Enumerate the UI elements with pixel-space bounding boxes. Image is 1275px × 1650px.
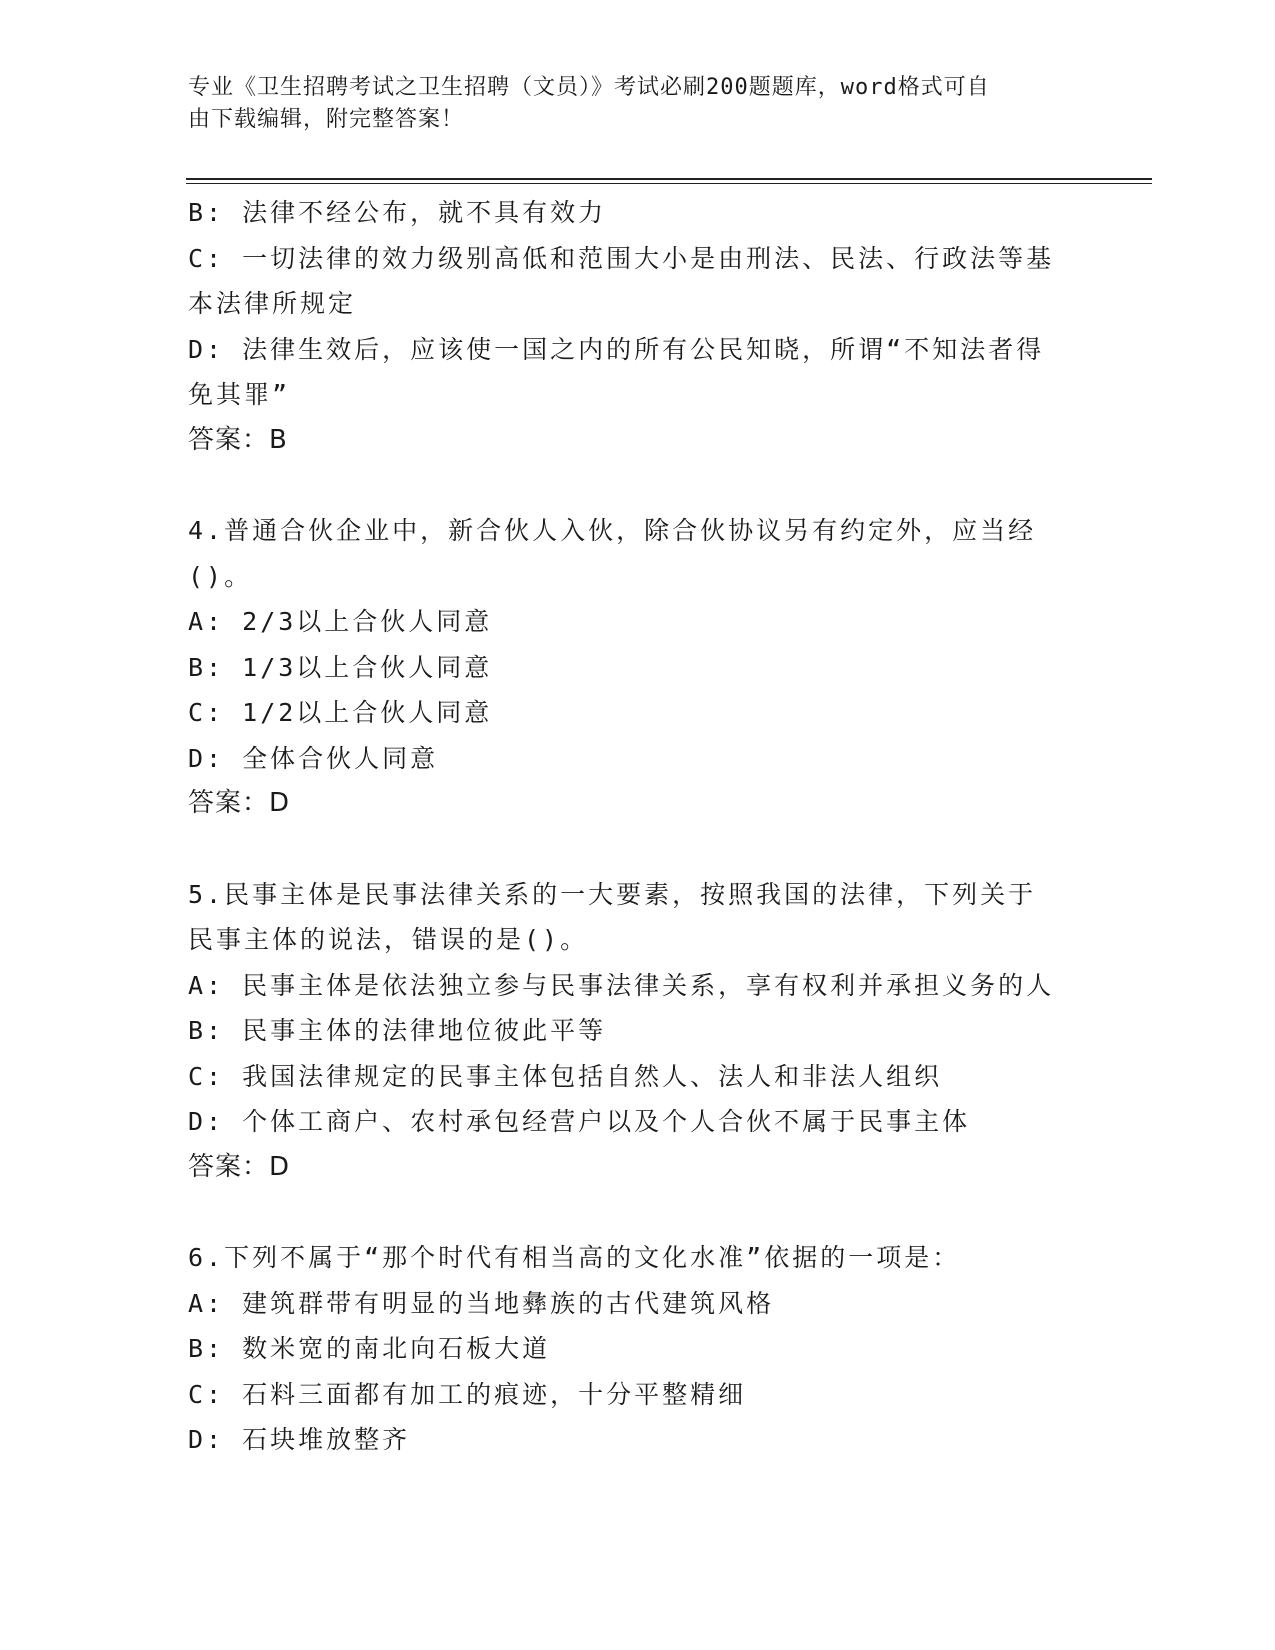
answer: 答案：B [188, 424, 288, 455]
option-a: A: 2/3以上合伙人同意 [188, 607, 493, 636]
option-c-line-2: 本法律所规定 [188, 289, 357, 318]
option-b: B: 法律不经公布，就不具有效力 [188, 198, 607, 227]
header-divider-thin [186, 183, 1152, 184]
option-d-line-1: D: 法律生效后，应该使一国之内的所有公民知晓，所谓“不知法者得 [188, 334, 1045, 364]
question-3-continued [188, 190, 1078, 463]
spacer [188, 827, 1078, 872]
question-stem-line-1: 5.民事主体是民事法律关系的一大要素，按照我国的法律，下列关于 [188, 879, 1037, 909]
question-5 [188, 872, 1078, 1191]
option-b: B: 1/3以上合伙人同意 [188, 652, 493, 682]
question-stem-line-1: 6.下列不属于“那个时代有相当高的文化水准”依据的一项是： [188, 1243, 961, 1272]
question-6 [188, 1235, 1078, 1463]
question-stem-line-2: 民事主体的说法，错误的是()。 [188, 925, 589, 954]
option-c-line-1: C: 一切法律的效力级别高低和范围大小是由刑法、民法、行政法等基 [188, 243, 1055, 273]
answer: 答案：D [188, 788, 291, 818]
spacer [188, 463, 1078, 508]
option-d: D: 个体工商户、农村承包经营户以及个人合伙不属于民事主体 [188, 1107, 971, 1136]
option-c: C: 石料三面都有加工的痕迹，十分平整精细 [188, 1379, 747, 1409]
question-4 [188, 508, 1078, 827]
document-header [188, 72, 1068, 136]
option-c: C: 我国法律规定的民事主体包括自然人、法人和非法人组织 [188, 1061, 943, 1091]
header-line-2: 由下载编辑，附完整答案！ [188, 107, 465, 132]
option-b: B: 民事主体的法律地位彼此平等 [188, 1016, 607, 1045]
option-d: D: 石块堆放整齐 [188, 1425, 411, 1454]
spacer [188, 1190, 1078, 1235]
option-a: A: 民事主体是依法独立参与民事法律关系，享有权利并承担义务的人 [188, 970, 1055, 1000]
question-stem-line-2: ()。 [188, 561, 253, 591]
answer: 答案：D [188, 1151, 291, 1182]
option-a: A: 建筑群带有明显的当地彝族的古代建筑风格 [188, 1288, 775, 1318]
option-d: D: 全体合伙人同意 [188, 743, 439, 773]
document-body [188, 190, 1078, 1463]
header-line-1: 专业《卫生招聘考试之卫生招聘（文员）》考试必刷200题题库，word格式可自 [188, 75, 990, 100]
option-d-line-2: 免其罪” [188, 380, 291, 409]
option-b: B: 数米宽的南北向石板大道 [188, 1334, 551, 1363]
header-divider-thick [186, 178, 1152, 180]
option-c: C: 1/2以上合伙人同意 [188, 698, 493, 727]
question-stem-line-1: 4.普通合伙企业中，新合伙人入伙，除合伙协议另有约定外，应当经 [188, 516, 1037, 545]
